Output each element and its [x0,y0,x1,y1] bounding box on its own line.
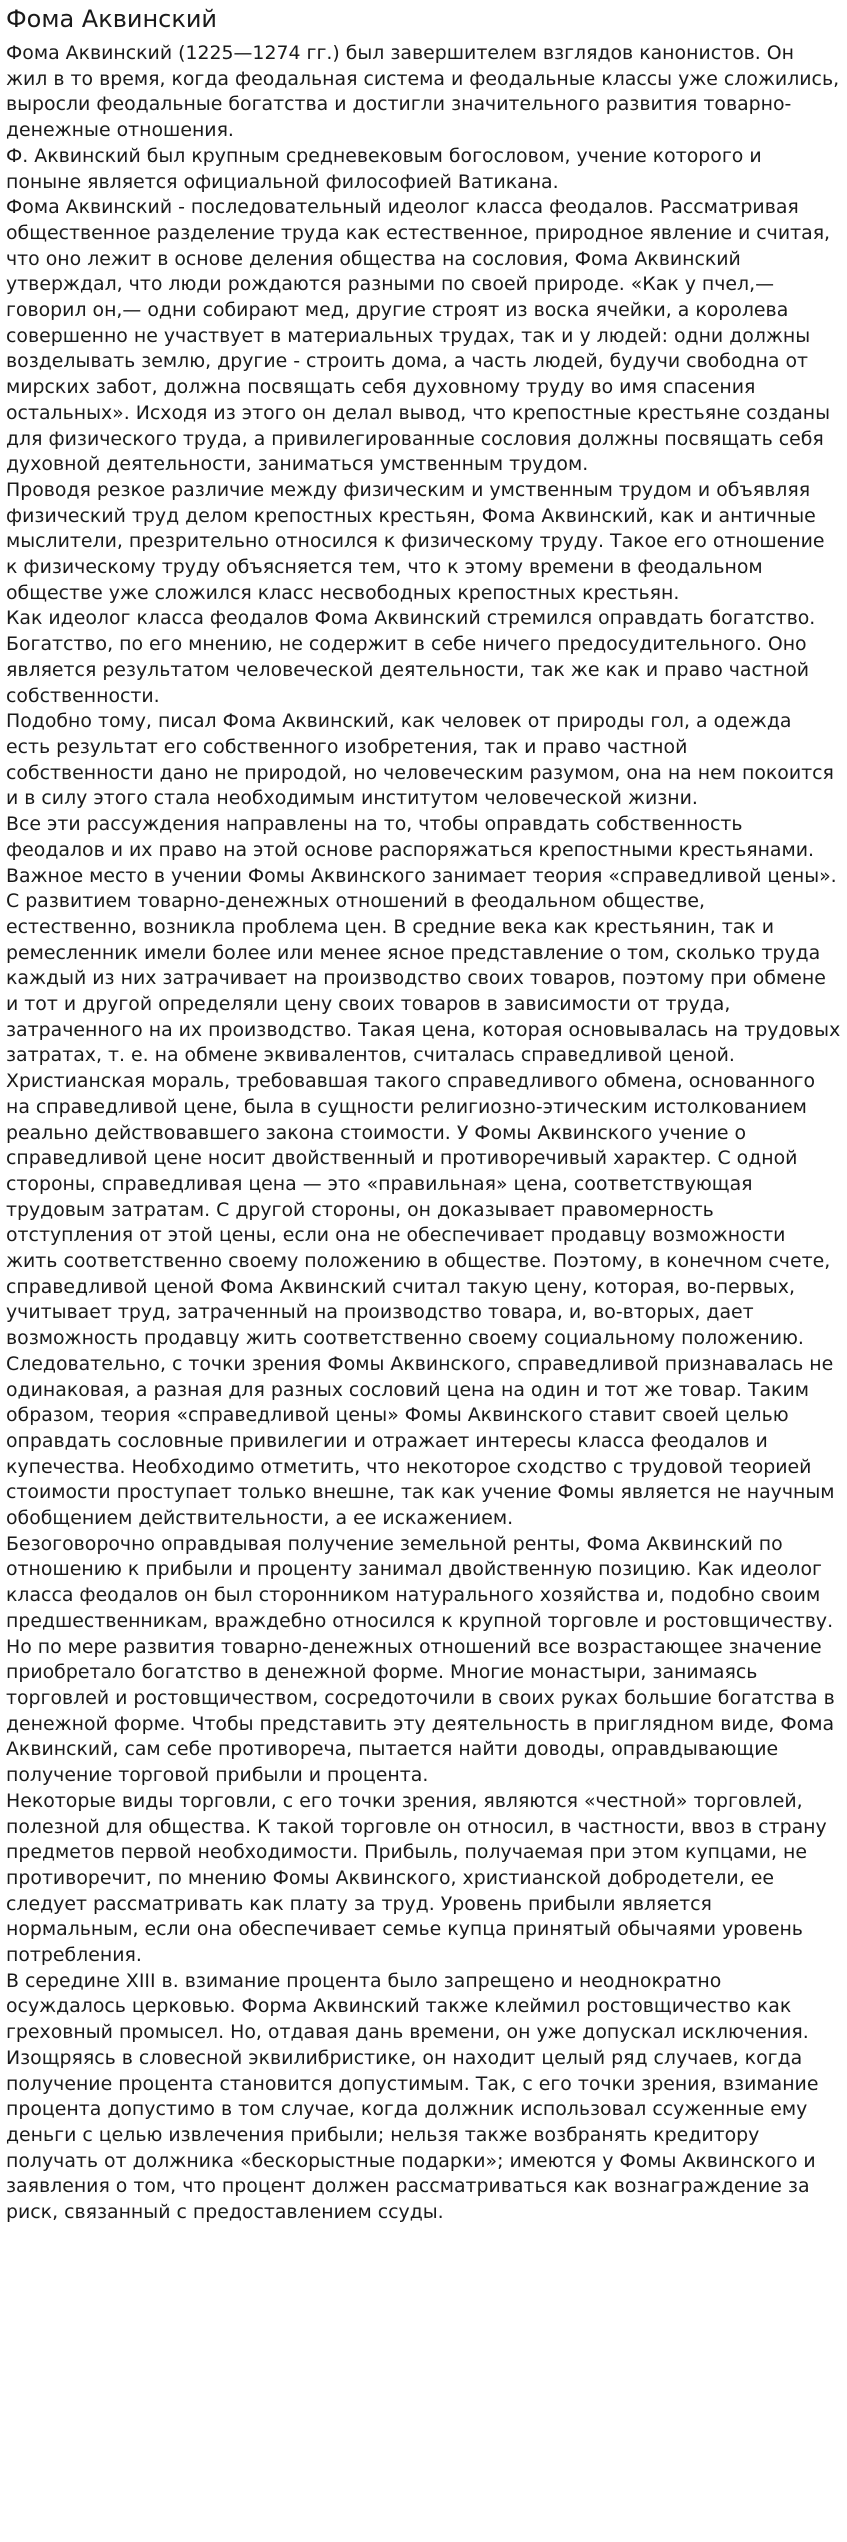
paragraph: Ф. Аквинский был крупным средневековым богословом, учение которого и поныне является официальной философией Ватикана. [6,144,762,193]
paragraph: Как идеолог класса феодалов Фома Аквинский стремился оправдать богатство. Богатство, по его мнению, не содержит в себе ничего предосудительного. Оно является результатом человеческой деятельности, так же как и право частной собственности. [6,607,816,707]
paragraph: Фома Аквинский (1225—1274 гг.) был завершителем взглядов канонистов. Он жил в то время, когда феодальная система и феодальные классы уже сложились, выросли феодальные богатства и достигли значительного развития товарно-денежные отношения. [6,42,840,142]
page-title: Фома Аквинский [6,5,218,33]
paragraph: Все эти рассуждения направлены на то, чтобы оправдать собственность феодалов и их право на этой основе распоряжаться крепостными крестьянами. [6,813,815,861]
paragraph: В середине XIII в. взимание процента было запрещено и неоднократно осуждалось церковью. Форма Аквинский также клеймил ростовщичество как греховный промысел. Но, отдавая дань времени, он уже допускал исключения. Изощряясь в словесной эквилибристике, он находит целый ряд случаев, когда получение процента становится допустимым. Так, с его точки зрения, взимание процента допустимо в том случае, когда должник использовал ссуженные ему деньги с целью извлечения прибыли; нельзя также возбранять кредитору получать от должника «бескорыстные подарки»; имеются у Фомы Аквинского и заявления о том, что процент должен рассматриваться как вознаграждение за риск, связанный с предоставлением ссуды. [6,1969,819,2224]
paragraph: Проводя резкое различие между физическим и умственным трудом и объявляя физический труд делом крепостных крестьян, Фома Аквинский, как и античные мыслители, презрительно относился к физическому труду. Такое его отношение к физическому труду объясняется тем, что к этому времени в феодальном обществе уже сложился класс несвободных крепостных крестьян. [6,478,825,604]
paragraph: Важное место в учении Фомы Аквинского занимает теория «справедливой цены». С развитием товарно-денежных отношений в феодальном обществе, естественно, возникла проблема цен. В средние века как крестьянин, так и ремесленник имели более или менее ясное представление о том, сколько труда каждый из них затрачивает на производство своих товаров, поэтому при обмене и тот и другой определяли цену своих товаров в зависимости от труда, затраченного на их производство. Такая цена, которая основывалась на трудовых затратах, т. е. на обмене эквивалентов, считалась справедливой ценой. Христианская мораль, требовавшая такого справедливого обмена, основанного на справедливой цене, была в сущности религиозно-этическим истолкованием реально действовавшего закона стоимости. У Фомы Аквинского учение о справедливой цене носит двойственный и противоречивый характер. С одной стороны, справедливая цена — это «правильная» цена, соответствующая трудовым затратам. С другой стороны, он доказывает правомерность отступления от этой цены, если она не обеспечивает продавцу возможности жить соответственно своему положению в обществе. Поэтому, в конечном счете, справедливой ценой Фома Аквинский считал такую цену, которая, во-первых, учитывает труд, затраченный на производство товара, и, во-вторых, дает возможность продавцу жить соответственно своему социальному положению. Следовательно, с точки зрения Фомы Аквинского, справедливой признавалась не одинаковая, а разная для разных сословий цена на один и тот же товар. Таким образом, теория «справедливой цены» Фомы Аквинского ставит своей целью оправдать сословные привилегии и отражает интересы класса феодалов и купечества. Необходимо отметить, что некоторое сходство с трудовой теорией стоимости проступает только внешне, так как учение Фомы является не научным обобщением действительности, а ее искажением. [6,864,841,1530]
paragraph: Фома Аквинский - последовательный идеолог класса феодалов. Рассматривая общественное разделение труда как естественное, природное явление и считая, что оно лежит в основе деления общества на сословия, Фома Аквинский утверждал, что люди рождаются разными по своей природе. «Как у пчел,— говорил он,— одни собирают мед, другие строят из воска ячейки, а королева совершенно не участвует в материальных трудах, так и у людей: одни должны возделывать землю, другие - строить дома, а часть людей, будучи свободна от мирских забот, должна посвящать себя духовному труду во имя спасения остальных». Исходя из этого он делал вывод, что крепостные крестьяне созданы для физического труда, а привилегированные сословия должны посвящать себя духовной деятельности, заниматься умственным трудом. [6,196,831,476]
paragraph: Безоговорочно оправдывая получение земельной ренты, Фома Аквинский по отношению к прибыли и проценту занимал двойственную позицию. Как идеолог класса феодалов он был сторонником натурального хозяйства и, подобно своим предшественникам, враждебно относился к крупной торговле и ростовщичеству. Но по мере развития товарно-денежных отношений все возрастающее значение приобретало богатство в денежной форме. Многие монастыри, занимаясь торговлей и ростовщичеством, сосредоточили в своих руках большие богатства в денежной форме. Чтобы представить эту деятельность в приглядном виде, Фома Аквинский, сам себе противореча, пытается найти доводы, оправдывающие получение торговой прибыли и процента. [6,1532,835,1787]
paragraph: Подобно тому, писал Фома Аквинский, как человек от природы гол, а одежда есть результат его собственного изобретения, так и право частной собственности дано не природой, но человеческим разумом, она на нем покоится и в силу этого стала необходимым институтом человеческой жизни. [6,710,834,810]
paragraph: Некоторые виды торговли, с его точки зрения, являются «честной» торговлей, полезной для общества. К такой торговле он относил, в частности, ввоз в страну предметов первой необходимости. Прибыль, получаемая при этом купцами, не противоречит, по мнению Фомы Аквинского, христианской добродетели, ее следует рассматривать как плату за труд. Уровень прибыли является нормальным, если она обеспечивает семье купца принятый обычаями уровень потребления. [6,1789,827,1967]
